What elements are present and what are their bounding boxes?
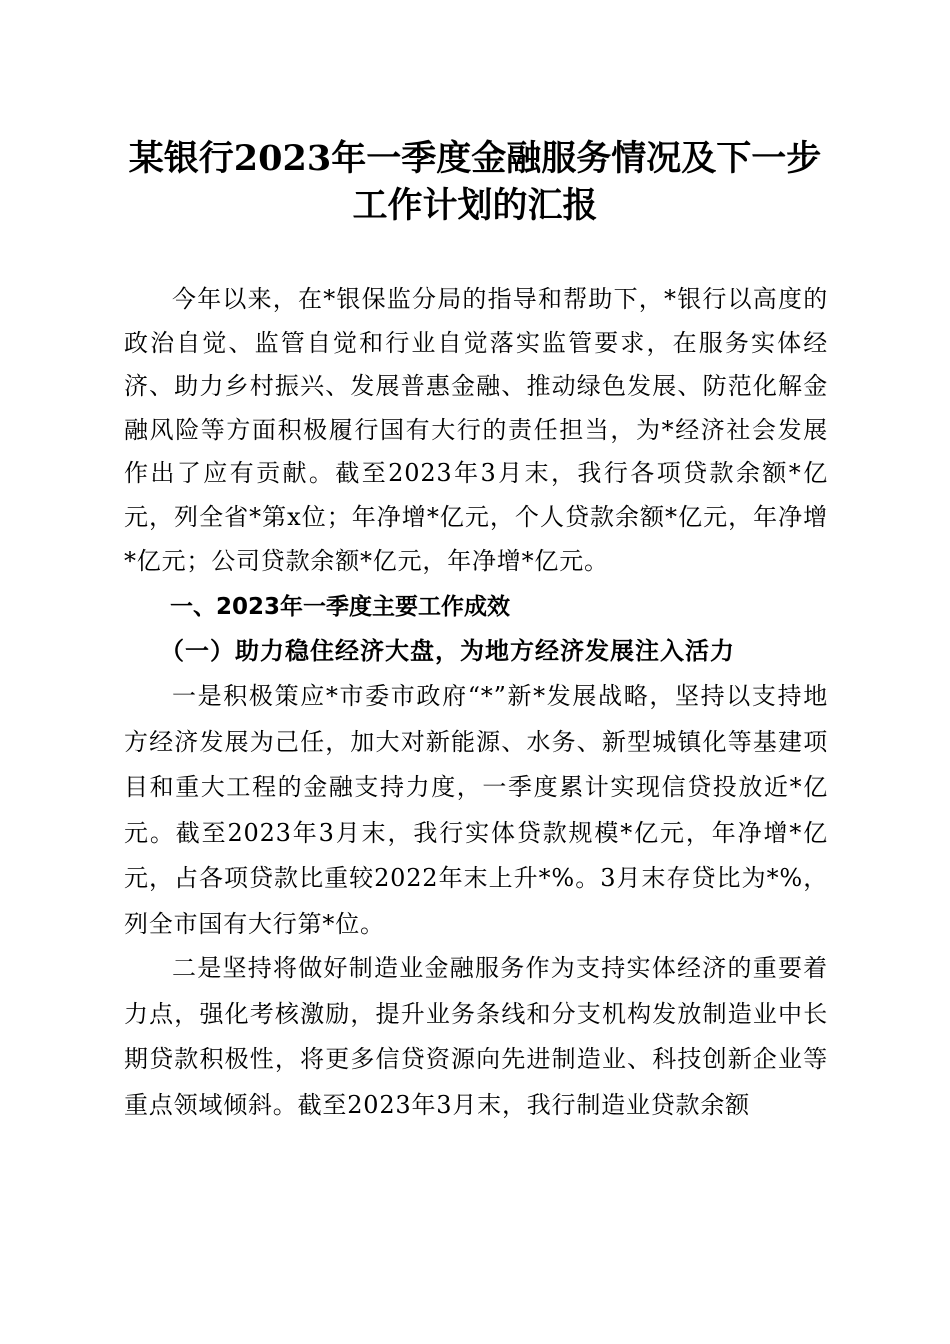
body-paragraph-point-2: 二是坚持将做好制造业金融服务作为支持实体经济的重要着力点，强化考核激励，提升业务条线和分支机构发放制造业中长期贷款积极性，将更多信贷资源向先进制造业、科技创新企业等重点领域倾斜。截至2023年3月末，我行制造业贷款余额: [124, 954, 828, 1119]
document-title-line-2: 工作计划的汇报: [352, 185, 598, 226]
subsection-heading: （一）助力稳住经济大盘，为地方经济发展注入活力: [160, 636, 735, 665]
document-title-line-1: 某银行2023年一季度金融服务情况及下一步: [128, 138, 822, 179]
section-heading: 一、2023年一季度主要工作成效: [170, 594, 511, 620]
body-paragraph-point-1: 一是积极策应*市委市政府“*”新*发展战略，坚持以支持地方经济发展为己任，加大对新能源、水务、新型城镇化等基建项目和重大工程的金融支持力度，一季度累计实现信贷投放近*亿元。截至2023年3月末，我行实体贷款规模*亿元，年净增*亿元，占各项贷款比重较2022年末上升*%。3月末存贷比为*%，列全市国有大行第*位。: [124, 682, 828, 938]
intro-paragraph: 今年以来，在*银保监分局的指导和帮助下，*银行以高度的政治自觉、监管自觉和行业自觉落实监管要求，在服务实体经济、助力乡村振兴、发展普惠金融、推动绿色发展、防范化解金融风险等方面积极履行国有大行的责任担当，为*经济社会发展作出了应有贡献。截至2023年3月末，我行各项贷款余额*亿元，列全省*第x位；年净增*亿元，个人贷款余额*亿元，年净增*亿元；公司贷款余额*亿元，年净增*亿元。: [124, 285, 828, 575]
